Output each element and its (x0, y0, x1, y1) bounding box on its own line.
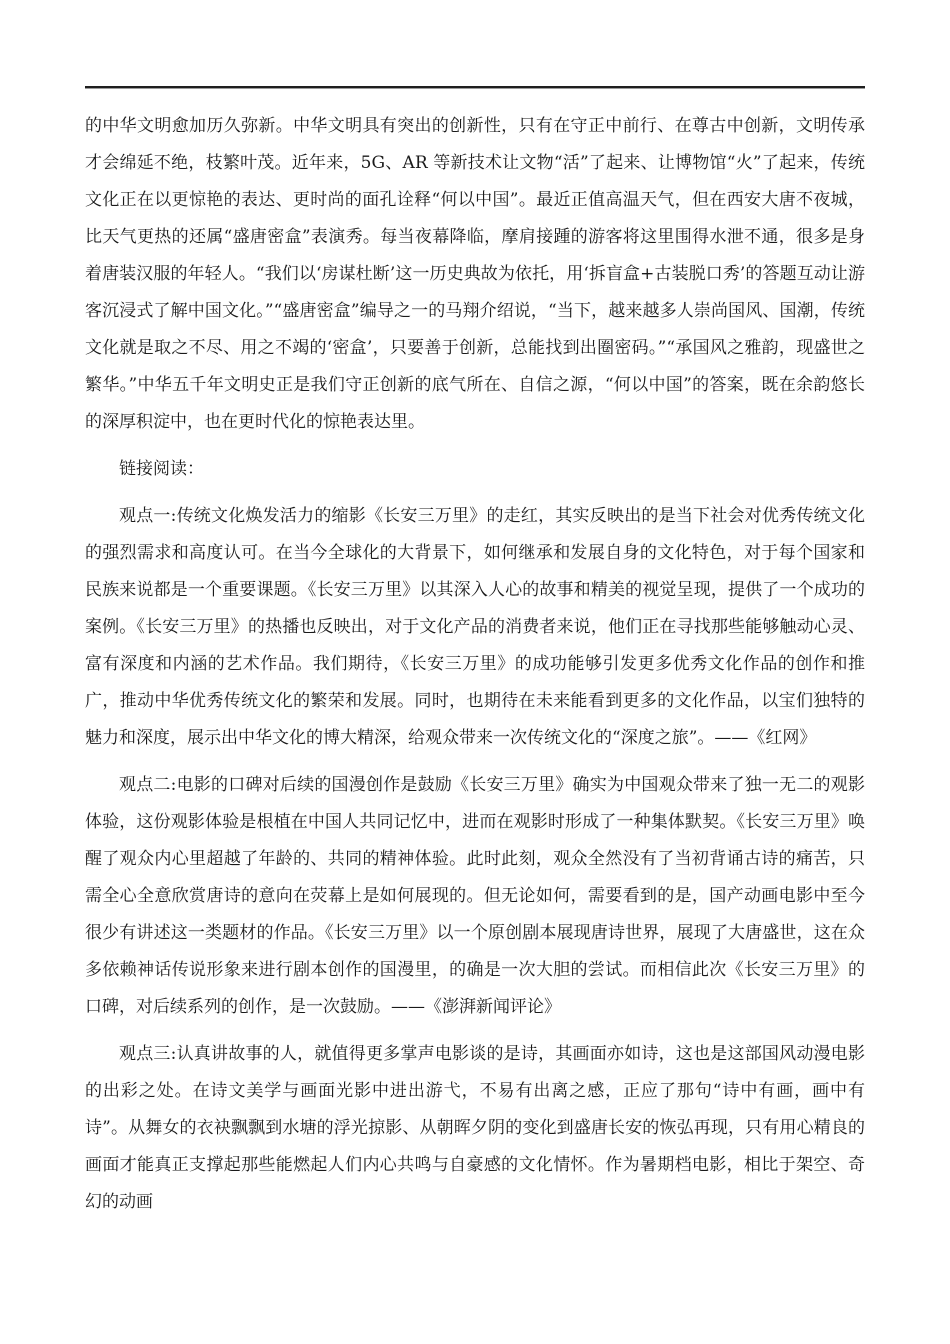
paragraph-viewpoint-1: 观点一:传统文化焕发活力的缩影《长安三万里》的走红，其实反映出的是当下社会对优秀传统文化的强烈需求和高度认可。在当今全球化的大背景下，如何继承和发展自身的文化特色，对于每个国家和民族来说都是一个重要课题。《长安三万里》以其深入人心的故事和精美的视觉呈现，提供了一个成功的案例。《长安三万里》的热播也反映出，对于文化产品的消费者来说，他们正在寻找那些能够触动心灵、富有深度和内涵的艺术作品。我们期待，《长安三万里》的成功能够引发更多优秀文化作品的创作和推广，推动中华优秀传统文化的繁荣和发展。同时，也期待在未来能看到更多的文化作品，以宝们独特的魅力和深度，展示出中华文化的博大精深，给观众带来一次传统文化的“深度之旅”。——《红网》 (85, 506, 865, 748)
document-body (85, 108, 865, 1231)
paragraph-viewpoint-3: 观点三:认真讲故事的人，就值得更多掌声电影谈的是诗，其画面亦如诗，这也是这部国风动漫电影的出彩之处。在诗文美学与画面光影中进出游弋，不易有出离之感，正应了那句“诗中有画，画中有诗”。从舞女的衣袂飘飘到水塘的浮光掠影、从朝晖夕阴的变化到盛唐长安的恢弘再现，只有用心精良的画面才能真正支撑起那些能燃起人们内心共鸣与自豪感的文化情怀。作为暑期档电影，相比于架空、奇幻的动画 (85, 1044, 865, 1212)
paragraph-viewpoint-2: 观点二:电影的口碑对后续的国漫创作是鼓励《长安三万里》确实为中国观众带来了独一无二的观影体验，这份观影体验是根植在中国人共同记忆中，进而在观影时形成了一种集体默契。《长安三万里》唤醒了观众内心里超越了年龄的、共同的精神体验。此时此刻，观众全然没有了当初背诵古诗的痛苦，只需全心全意欣赏唐诗的意向在荧幕上是如何展现的。但无论如何，需要看到的是，国产动画电影中至今很少有讲述这一类题材的作品。《长安三万里》以一个原创剧本展现唐诗世界，展现了大唐盛世，这在众多依赖神话传说形象来进行剧本创作的国漫里，的确是一次大胆的尝试。而相信此次《长安三万里》的口碑，对后续系列的创作，是一次鼓励。——《澎湃新闻评论》 (85, 775, 865, 1017)
header-divider-rule (85, 86, 865, 89)
paragraph-civilization-continuation: 的中华文明愈加历久弥新。中华文明具有突出的创新性，只有在守正中前行、在尊古中创新，文明传承才会绵延不绝，枝繁叶茂。近年来，5G、AR 等新技术让文物“活”了起来、让博物馆“火”了起来，传统文化正在以更惊艳的表达、更时尚的面孔诠释“何以中国”。最近正值高温天气，但在西安大唐不夜城，比天气更热的还属“盛唐密盒”表演秀。每当夜幕降临，摩肩接踵的游客将这里围得水泄不通，很多是身着唐装汉服的年轻人。“我们以‘房谋杜断’这一历史典故为依托，用‘拆盲盒+古装脱口秀’的答题互动让游客沉浸式了解中国文化。”“盛唐密盒”编导之一的马翔介绍说，“当下，越来越多人崇尚国风、国潮，传统文化就是取之不尽、用之不竭的‘密盒’，只要善于创新，总能找到出圈密码。”“承国风之雅韵，现盛世之繁华。”中华五千年文明史正是我们守正创新的底气所在、自信之源，“何以中国”的答案，既在余韵悠长的深厚积淀中，也在更时代化的惊艳表达里。 (85, 116, 865, 432)
paragraph-linked-reading-label: 链接阅读： (119, 459, 204, 479)
